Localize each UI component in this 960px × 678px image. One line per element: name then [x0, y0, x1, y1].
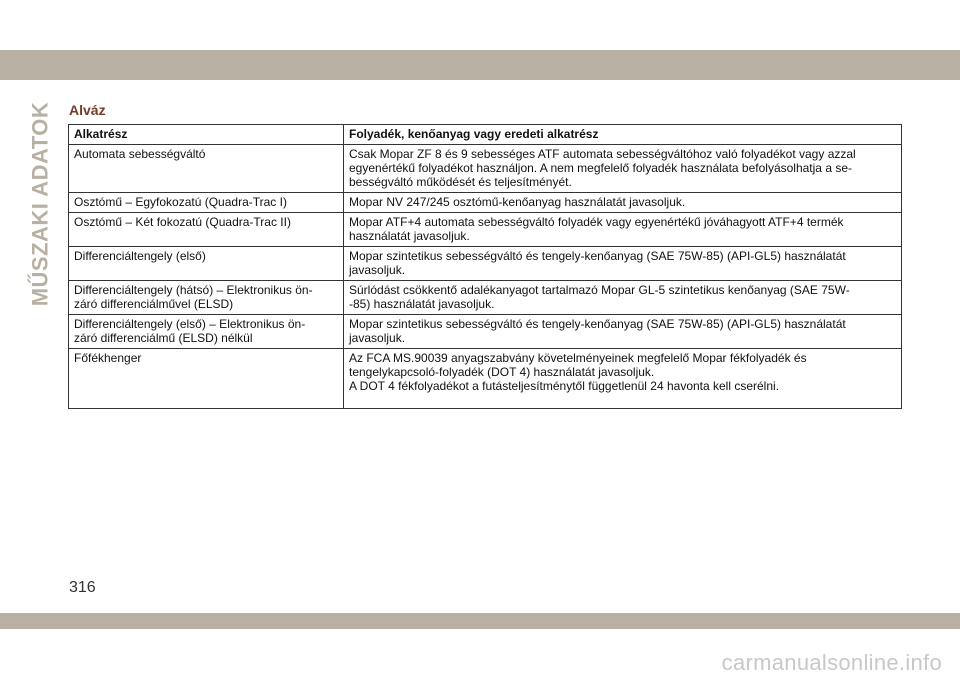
cell-text: használatát javasoljuk. [349, 229, 470, 243]
cell-text: Differenciáltengely (első) – Elektronikus ön- [74, 317, 306, 331]
table-row [69, 315, 902, 349]
part-cell [69, 247, 344, 281]
cell-text: Mopar NV 247/245 osztómű-kenőanyag használatát javasoljuk. [349, 195, 686, 209]
cell-text: Súrlódást csökkentő adalékanyagot tartalmazó Mopar GL-5 szintetikus kenőanyag (SAE 75W- [349, 283, 850, 297]
cell-text: Differenciáltengely (hátsó) – Elektronikus ön- [74, 283, 313, 297]
header-fluid: Folyadék, kenőanyag vagy eredeti alkatrész [344, 125, 902, 145]
cell-text: Főfékhenger [74, 351, 142, 365]
side-tab-label: MŰSZAKI ADATOK [27, 101, 52, 307]
cell-text: Osztómű – Egyfokozatú (Quadra-Trac I) [74, 195, 287, 209]
cell-text: Mopar szintetikus sebességváltó és tengely-kenőanyag (SAE 75W-85) (API-GL5) használatát [349, 317, 846, 331]
fluid-cell [344, 315, 902, 349]
fluid-cell [344, 281, 902, 315]
fluid-cell [344, 247, 902, 281]
header-part: Alkatrész [69, 125, 344, 145]
part-cell [69, 213, 344, 247]
cell-text: záró differenciálmű (ELSD) nélkül [74, 331, 253, 345]
cell-text: Osztómű – Két fokozatú (Quadra-Trac II) [74, 215, 291, 229]
cell-text: Differenciáltengely (első) [74, 249, 206, 263]
page-number: 316 [69, 579, 96, 596]
cell-text: -85) használatát javasoljuk. [349, 297, 495, 311]
table-row [69, 193, 902, 213]
side-section-tab [27, 91, 52, 317]
table-row [69, 281, 902, 315]
cell-text: tengelykapcsoló-folyadék (DOT 4) használatát javasoljuk. [349, 365, 655, 379]
footer-band [0, 613, 960, 629]
section-title: Alváz [69, 102, 106, 118]
part-cell [69, 193, 344, 213]
fluid-cell [344, 213, 902, 247]
cell-text: Automata sebességváltó [74, 147, 206, 161]
cell-text: javasoljuk. [349, 331, 406, 345]
cell-text: A DOT 4 fékfolyadékot a futásteljesítménytől függetlenül 24 havonta kell cserélni. [349, 379, 780, 393]
table-row [69, 213, 902, 247]
part-cell [69, 349, 344, 409]
table-row [69, 247, 902, 281]
fluid-cell [344, 193, 902, 213]
fluid-cell [344, 349, 902, 409]
watermark-text: carmanualsonline.info [721, 650, 942, 675]
spec-table [68, 124, 902, 409]
cell-text: javasoljuk. [349, 263, 406, 277]
cell-text: Mopar ATF+4 automata sebességváltó folyadék vagy egyenértékű jóváhagyott ATF+4 termék [349, 215, 844, 229]
part-cell [69, 145, 344, 193]
cell-text: Csak Mopar ZF 8 és 9 sebességes ATF automata sebességváltóhoz való folyadékot vagy azzal [349, 147, 856, 161]
cell-text: egyenértékű folyadékot használjon. A nem megfelelő folyadék használata befolyásolhatja a se- [349, 161, 852, 175]
table-row [69, 145, 902, 193]
cell-text: Az FCA MS.90039 anyagszabvány követelményeinek megfelelő Mopar fékfolyadék és [349, 351, 807, 365]
table-header-row [69, 125, 902, 145]
cell-text: Mopar szintetikus sebességváltó és tengely-kenőanyag (SAE 75W-85) (API-GL5) használatát [349, 249, 846, 263]
part-cell [69, 315, 344, 349]
cell-text: záró differenciálművel (ELSD) [74, 297, 234, 311]
fluid-cell [344, 145, 902, 193]
part-cell [69, 281, 344, 315]
cell-text: bességváltó működését és teljesítményét. [349, 175, 572, 189]
table-row [69, 349, 902, 409]
header-band [0, 50, 960, 80]
